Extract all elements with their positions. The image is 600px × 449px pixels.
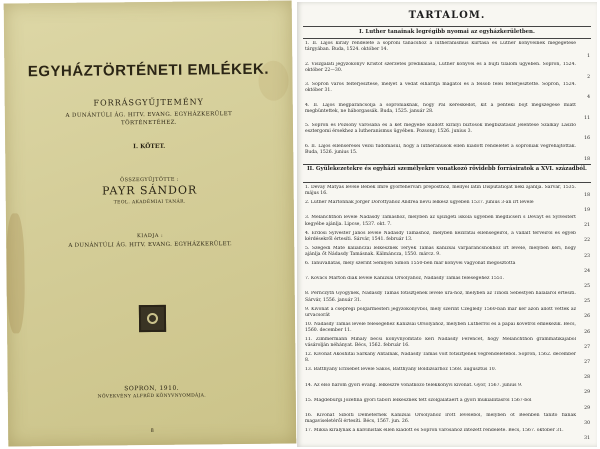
toc-entry-page: 29: [584, 405, 590, 411]
toc-entry-page: 23: [584, 253, 590, 259]
toc-entry-text: 9. Kivonat a csepregi polgármesteri jegyzőkönyvből, mely szerint Czeglédy 1560-ban már kér azon állott vettek az urvacsorát: [305, 306, 576, 318]
toc-entry-text: 17. Miksa királynak a kálvinisták ellen kiadott és Sopron városához intézett rendelete. Bécs, 1567. október 31.: [305, 428, 564, 434]
toc-section-heading: I. Luther tanainak legrégibb nyomai az egyházkerületben.: [359, 29, 535, 35]
toc-entry: [305, 231, 590, 245]
cover-stain: [6, 213, 25, 333]
cover-volume: I. KÖTET.: [133, 142, 166, 151]
divider: [303, 182, 591, 183]
toc-entry-page: 27: [584, 344, 590, 350]
toc-entry: [305, 337, 590, 351]
toc-entry: [305, 123, 590, 143]
cover-author-role: TEOL. AKADÉMIAI TANÁR.: [113, 199, 186, 206]
toc-entry: [305, 291, 590, 305]
book-cover: [4, 1, 297, 447]
toc-title: TARTALOM.: [408, 10, 486, 21]
divider: [303, 164, 591, 165]
toc-entry: [305, 413, 590, 427]
toc-entry-page: 31: [584, 436, 590, 442]
toc-entry: [305, 185, 590, 199]
cover-subtitle-line3: TÖRTÉNETÉHEZ.: [120, 119, 177, 127]
toc-entry: [305, 367, 590, 381]
cover-publisher: A DUNÁNTÚLI ÁG. HITV. EVANG. EGYHÁZKERÜLET.: [68, 241, 233, 249]
toc-entry: [305, 276, 590, 290]
toc-entry: [305, 62, 590, 82]
toc-entry-page: 1: [587, 54, 590, 60]
toc-entry: [305, 103, 590, 123]
cover-subtitle-line2: A DUNÁNTÚLI ÁG. HITV. EVANG. EGYHÁZKERÜLET: [65, 111, 233, 119]
printer-emblem-icon: [139, 305, 166, 332]
toc-entry: [305, 200, 590, 214]
toc-entry: [305, 428, 590, 442]
toc-entry-page: 21: [584, 223, 590, 229]
toc-entry-page: 25: [584, 299, 590, 305]
toc-entry-text: 13. Batthyány Erzsébet levele Sákos, Batthyány Boldizsárhoz 1568. augusztus 10.: [305, 367, 497, 373]
toc-entry-page: 26: [584, 314, 590, 320]
toc-entry: [305, 352, 590, 366]
toc-entry-text: 10. Nádasdy Tamás levele feleségéhez Kanizsai Orsolyához, melyben Lutherről és a pápai követről emlékezik. Bécs, 1560. december 11.: [305, 321, 576, 334]
cover-place-year: SOPRON, 1910.: [124, 384, 180, 393]
toc-entry-text: 3. Sopron város feltérjesztése, melyet a védat elhárítja magától és a felsőb feléi felterjesztette. Sopron, 1524. október 31.: [305, 82, 576, 94]
cover-edited-by: ÖSSZEGYŰJTÖTTE :: [120, 176, 180, 184]
toc-entry-text: 15. Magdeburgi Jozefina győri tábori lelkésznek tett szolgálatáért a győri műkiállításról 1567-ből: [305, 397, 532, 403]
cover-subtitle: FORRÁSGYŰJTEMÉNY: [93, 97, 204, 108]
toc-entry-text: 1. II. Lajos király rendelete a soproni tanácshoz a lutheranismus kiirtása és Luther könyveinek megégetése tárgyában. Buda, 1524. október 14.: [305, 41, 576, 53]
divider: [303, 26, 591, 27]
toc-entry-text: 1. Dévay Mátyás levele Bebek Imre győrfehérvári préposthoz, mellyel latin Disputatióját neki ajánlja. Sárvár, 1535. május 16.: [305, 185, 576, 197]
toc-entry: [305, 398, 590, 412]
toc-entry-page: 25: [584, 284, 590, 290]
toc-entry-text: 8. Pernczyth Gyögynek, Nádasdy Tamás főtisztjének levele ura-hoz, melyben az Tinódi Sebestyén haláláról értesíti. Sárvár, 1556. január 31.: [305, 291, 576, 303]
toc-entry-text: 2. Luther Mártonnak Jörger Dorottyához Andrea nevű lelkész ügyében 1537. junius 3-án írt levele: [305, 200, 534, 206]
toc-entry-text: 12. Kivonat Ákoshitai Sárkány Antalnak, Nádasdy Tamás volt főtisztjének végrendeletéből. Sopron, 1562. december 8.: [305, 352, 576, 364]
toc-entry: [305, 322, 590, 336]
toc-entry-page: 2: [587, 74, 590, 80]
cover-title: EGYHÁZTÖRTÉNETI EMLÉKEK.: [27, 60, 270, 81]
toc-entry-text: 2. Viszgálati jegyzőkönyv Kristóf szerzetes prédikálása, Luther könyvei és a bűjti tilalom ügyében. Sopron, 1524. október 22—30.: [305, 61, 576, 73]
toc-entry: [305, 383, 590, 397]
toc-entry-page: 18: [584, 156, 590, 162]
toc-entry-text: 11. Zimmermann Mihály bécsi könyvnyomtató kéri Nádasdy Ferencet, hogy Melanchthon grammatikájából vásárolján néhányat. Bécs, 1562. február 16.: [305, 337, 576, 349]
toc-entry: [305, 261, 590, 275]
toc-entry-text: 4. Erdősi Sylvester János levele Nádasdy Tamáshoz, melyben kéziratai ellenségeiről, a vállalt terveiről és egyéb kérdésekről értesíti. Sárvár, 1541. február 13.: [305, 230, 576, 242]
toc-entry-text: 3. Melanchthon levele Nádasdy Tamáshoz, melyben az ujszigeti iskola ügyében megdicséri s Dévayt és Sylvestert kegyébe ajánlja. Lipcse, 1537. okt. 7.: [305, 215, 576, 227]
toc-entry: [305, 82, 590, 102]
toc-entry: [305, 307, 590, 321]
toc-entry: [305, 41, 590, 61]
cover-author: PAYR SÁNDOR: [102, 183, 198, 198]
toc-entry-text: 14. Az első három győri evang. lelkészre vonatkozó telekkönyvi kivonat. Győr, 1567. junius 9.: [305, 382, 523, 388]
toc-entry-text: 6. Tanuvallatás, mely szerint Semlyén Simon 1550-ben már könyvei vagyonát megosztotta: [305, 261, 516, 266]
toc-entry-page: 19: [584, 208, 590, 214]
toc-entry-page: 24: [584, 268, 590, 274]
toc-entry-page: 26: [584, 329, 590, 335]
toc-entry-page: 30: [584, 420, 590, 426]
toc-entry-page: 28: [584, 375, 590, 381]
toc-entry-page: 27: [584, 360, 590, 366]
toc-entry-page: 16: [584, 136, 590, 142]
cover-publisher-label: KIADJA :: [136, 232, 164, 240]
toc-entry-text: 4. II. Lajos megparancsolja a soproniaknak, hogy Pál kereskedőt, kit a pénteki böjt megszegése miatt megbüntettek, ne háborgassák. Buda, 1525. január 28.: [305, 102, 576, 114]
toc-entry-page: 11: [584, 115, 590, 121]
toc-entry: [305, 215, 590, 229]
table-of-contents-page: [297, 2, 597, 447]
toc-entry-page: 18: [584, 192, 590, 198]
toc-entry-page: 22: [584, 238, 590, 244]
toc-entry-page: 29: [584, 390, 590, 396]
toc-section-heading: II. Gyülekezetekre és egyházi személyekre vonatkozó rövidebb forrásiratok a XVI. századból.: [307, 166, 587, 172]
toc-entry-text: 5. Szegedi Máté káliánczai lelkésznek Teryek Tamás kanizsai várparancsnokhoz írt levele, melyben kéri, hogy ajánlja őt Nádasdy Tamásnak. Kálmáncza, 1550. márcz. 9.: [305, 245, 576, 258]
divider: [303, 38, 591, 39]
toc-entry-page: 4: [587, 95, 590, 101]
toc-entry-text: 6. II. Lajos ellenséresei vezsi tudomásul, hogy a lutheránusok ellen kiadott rendeletet a soproniak végrehajtották. Buda, 1526. junius 15.: [305, 143, 576, 155]
cover-printer: NÖVEKVÉNY ALFRÉD KÖNYVNYOMDÁJA.: [97, 393, 206, 400]
toc-entry-text: 16. Kivonat Sibolti Demeternek Kanizsai Orsolyához írott levéléből, melyben őt Beenben tanító fiának magaviseletéről értesíti. Bécs, 1567. jun. 26.: [305, 413, 576, 425]
toc-entry-text: 5. Sopron és Pozsony városába és a két megyébe küldött királyi biztosok megbízatását jelentése Szalkay László esztergomi érsekhez a lutheranismus ügyében. Pozsony, 1526. junius 3.: [305, 123, 576, 135]
toc-entry-text: 7. Kovács Márton diák levele Kanizsai Orsolyához, Nádasdy Tamás feleségéhez 1551.: [305, 276, 505, 282]
toc-entry: [305, 144, 590, 164]
cover-bottom-number: 8: [150, 427, 154, 435]
toc-entry: [305, 246, 590, 260]
